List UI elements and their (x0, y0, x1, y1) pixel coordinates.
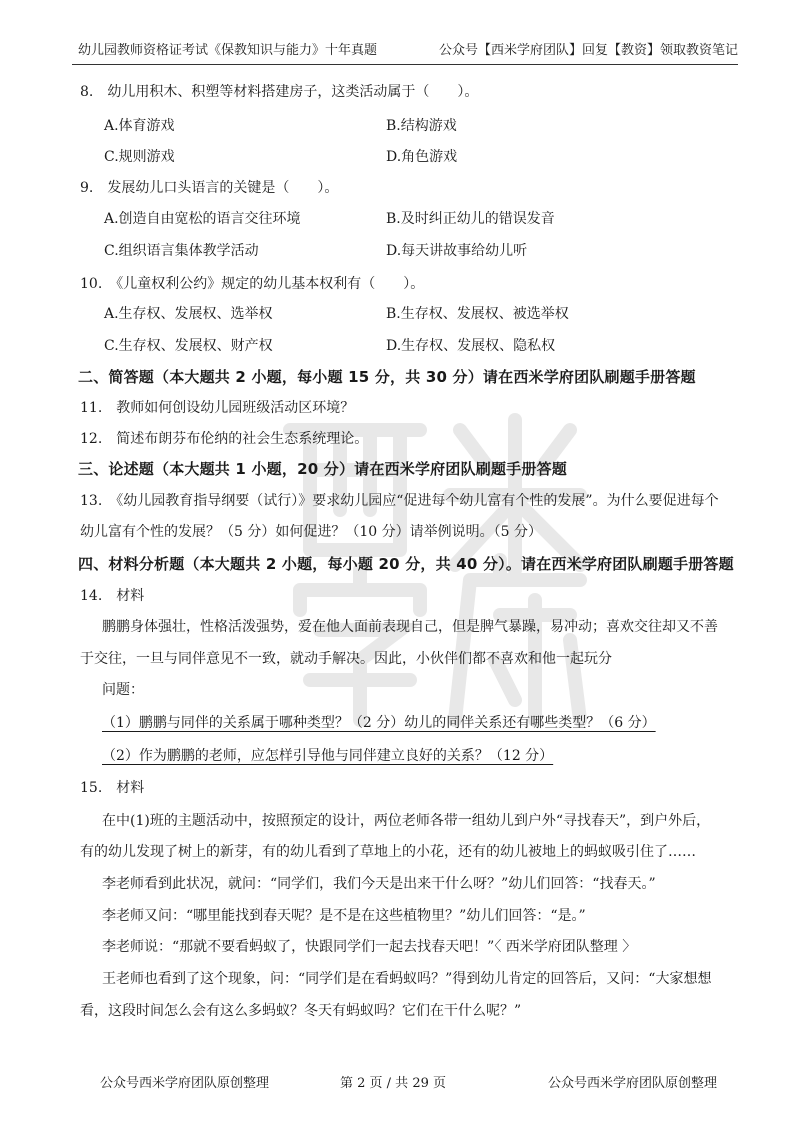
question-15-material-line-7: 看，这段时间怎么会有这么多蚂蚁？冬天有蚂蚁吗？它们在干什么呢？” (80, 1003, 522, 1019)
footer-right-credit: 公众号西米学府团队原创整理 (548, 1076, 718, 1091)
question-13-line-2: 幼儿富有个性的发展？（5 分）如何促进？（10 分）请举例说明。（5 分） (80, 524, 542, 540)
question-9-option-a: A.创造自由宽松的语言交往环境 (104, 211, 301, 227)
question-14-material-line-1: 鹏鹏身体强壮，性格活泼强势，爱在他人面前表现自己，但是脾气暴躁，易冲动；喜欢交往却又不善 (102, 619, 718, 635)
question-10-option-c: C.生存权、发展权、财产权 (104, 338, 273, 354)
question-8-option-d: D.角色游戏 (386, 149, 458, 165)
question-15-material-line-5: 李老师说：“那就不要看蚂蚁了，快跟同学们一起去找春天吧！”〈 西米学府团队整理 〉 (102, 939, 637, 955)
header-exam-title: 幼儿园教师资格证考试《保教知识与能力》十年真题 (78, 43, 378, 58)
question-14-subquestion-2: （2）作为鹏鹏的老师，应怎样引导他与同伴建立良好的关系？（12 分） (102, 748, 554, 764)
question-15-label: 15. 材料 (80, 780, 145, 796)
header-promo: 公众号【西米学府团队】回复【教资】领取教资笔记 (438, 43, 738, 58)
question-8-option-c: C.规则游戏 (104, 149, 175, 165)
question-8-stem: 8. 幼儿用积木、积塑等材料搭建房子，这类活动属于（ ）。 (80, 84, 479, 100)
question-13-line-1: 13. 《幼儿园教育指导纲要（试行）》要求幼儿园应“促进每个幼儿富有个性的发展”。为什么要促进每个 (80, 493, 719, 509)
section-heading-short-answer: 二、简答题（本大题共 2 小题，每小题 15 分，共 30 分）请在西米学府团队刷题手册答题 (78, 368, 696, 386)
question-10-option-a: A.生存权、发展权、选举权 (104, 306, 273, 322)
question-15-material-line-1: 在中(1)班的主题活动中，按照预定的设计，两位老师各带一组幼儿到户外“寻找春天”，到户外后， (102, 813, 711, 829)
question-14-material-line-2: 于交往，一旦与同伴意见不一致，就动手解决。因此，小伙伴们都不喜欢和他一起玩分 (80, 651, 612, 667)
question-8-option-a: A.体育游戏 (104, 118, 175, 134)
question-8-option-b: B.结构游戏 (386, 118, 457, 134)
page-header (72, 40, 738, 65)
question-14-ask-label: 问题： (102, 682, 144, 698)
question-10-option-b: B.生存权、发展权、被选举权 (386, 306, 569, 322)
question-15-material-line-4: 李老师又问：“哪里能找到春天呢？是不是在这些植物里？”幼儿们回答：“是。” (102, 908, 586, 924)
question-15-material-line-3: 李老师看到此状况，就问：“同学们，我们今天是出来干什么呀？”幼儿们回答：“找春天。” (102, 876, 656, 892)
question-10-stem: 10. 《儿童权利公约》规定的幼儿基本权利有（ ）。 (80, 276, 425, 292)
question-9-stem: 9. 发展幼儿口头语言的关键是（ ）。 (80, 180, 339, 196)
question-11: 11. 教师如何创设幼儿园班级活动区环境？ (80, 400, 355, 416)
question-15-material-line-2: 有的幼儿发现了树上的新芽，有的幼儿看到了草地上的小花，还有的幼儿被地上的蚂蚁吸引住了…… (80, 844, 696, 860)
question-14-subquestion-1: （1）鹏鹏与同伴的关系属于哪种类型？（2 分）幼儿的同伴关系还有哪些类型？（6 分） (102, 715, 656, 731)
question-10-option-d: D.生存权、发展权、隐私权 (386, 338, 556, 354)
question-9-option-b: B.及时纠正幼儿的错误发音 (386, 211, 555, 227)
page-number: 第 2 页 / 共 29 页 (340, 1076, 446, 1091)
section-heading-material-analysis: 四、材料分析题（本大题共 2 小题，每小题 20 分，共 40 分）。请在西米学府团队刷题手册答题 (78, 555, 734, 573)
footer-left-credit: 公众号西米学府团队原创整理 (100, 1076, 270, 1091)
question-12: 12. 简述布朗芬布伦纳的社会生态系统理论。 (80, 431, 369, 447)
question-14-label: 14. 材料 (80, 588, 145, 604)
question-9-option-d: D.每天讲故事给幼儿听 (386, 243, 528, 259)
question-15-material-line-6: 王老师也看到了这个现象，问：“同学们是在看蚂蚁吗？”得到幼儿肯定的回答后，又问：“大家想想 (102, 971, 712, 987)
question-9-option-c: C.组织语言集体教学活动 (104, 243, 259, 259)
section-heading-essay: 三、论述题（本大题共 1 小题，20 分）请在西米学府团队刷题手册答题 (78, 460, 567, 478)
